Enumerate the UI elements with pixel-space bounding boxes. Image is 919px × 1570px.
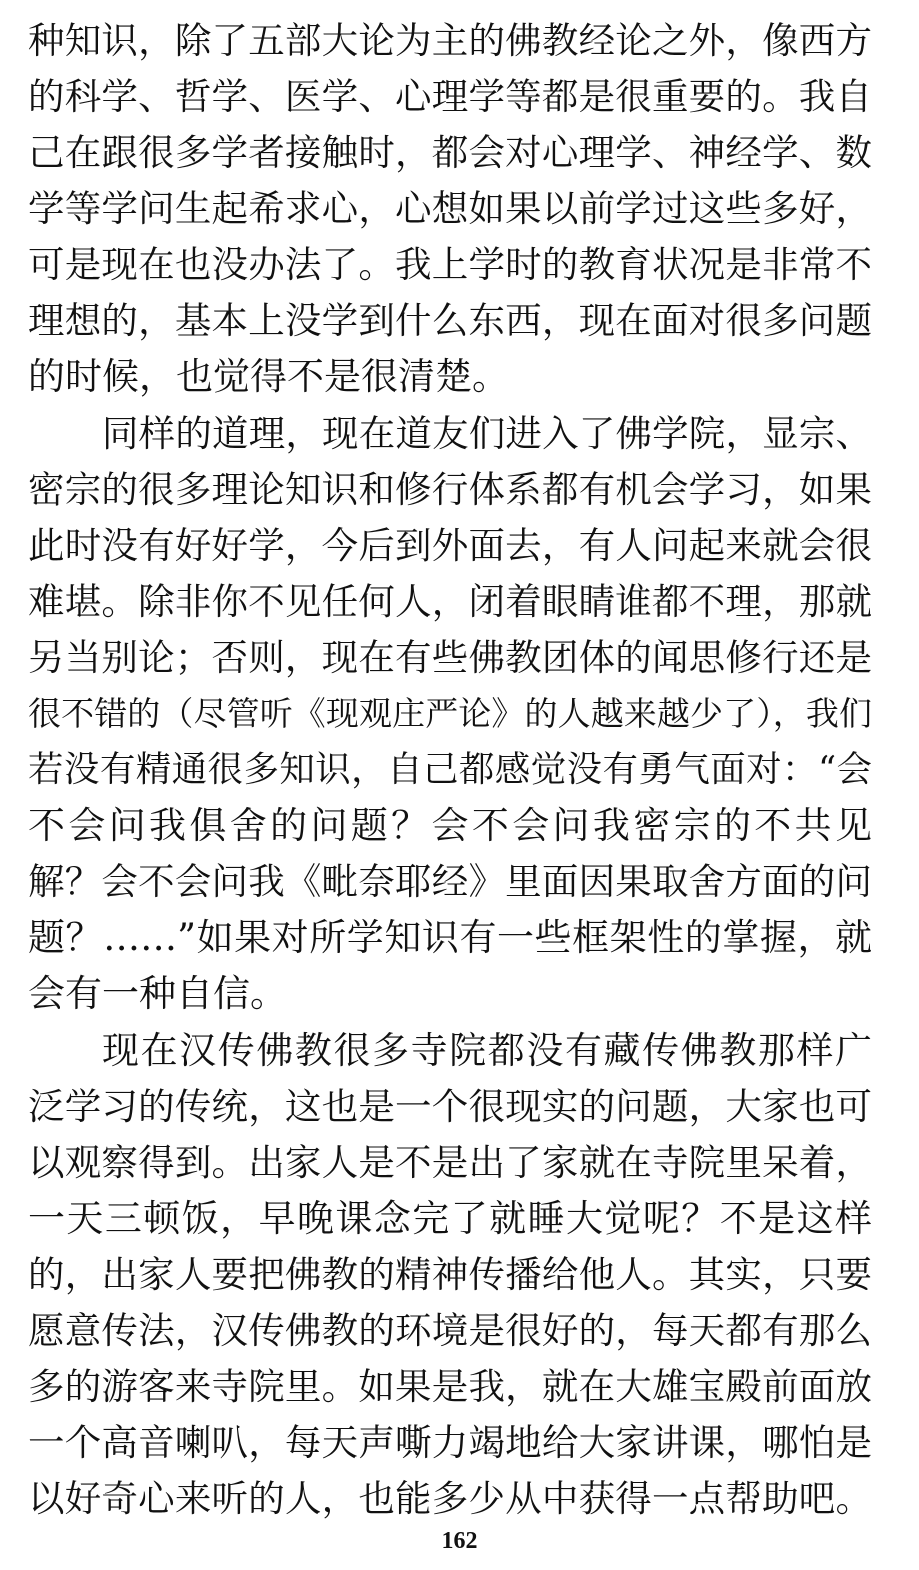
text-line: 学等学问生起希求心，心想如果以前学过这些多好， [28, 187, 872, 230]
text-line: 愿意传法，汉传佛教的环境是很好的，每天都有那么 [28, 1309, 872, 1352]
text-line: 的科学、哲学、医学、心理学等都是很重要的。我自 [28, 75, 872, 118]
paragraph-first-line: 现在汉传佛教很多寺院都没有藏传佛教那样广 [102, 1029, 872, 1072]
text-line: 可是现在也没办法了。我上学时的教育状况是非常不 [28, 243, 872, 286]
text-line: 会有一种自信。 [28, 972, 287, 1015]
text-line: 难堪。除非你不见任何人，闭着眼睛谁都不理，那就 [28, 580, 872, 623]
text-line: 密宗的很多理论知识和修行体系都有机会学习，如果 [28, 468, 872, 511]
text-line: 泛学习的传统，这也是一个很现实的问题，大家也可 [28, 1085, 872, 1128]
text-line: 多的游客来寺院里。如果是我，就在大雄宝殿前面放 [28, 1365, 872, 1408]
text-line: 理想的，基本上没学到什么东西，现在面对很多问题 [28, 299, 872, 342]
text-line: 若没有精通很多知识，自己都感觉没有勇气面对：“会 [28, 749, 872, 790]
text-line: 的，出家人要把佛教的精神传播给他人。其实，只要 [28, 1253, 872, 1296]
text-line: 以观察得到。出家人是不是出了家就在寺院里呆着， [28, 1141, 872, 1184]
text-line: 以好奇心来听的人，也能多少从中获得一点帮助吧。 [28, 1477, 872, 1520]
text-line: 一天三顿饭，早晚课念完了就睡大觉呢？不是这样 [28, 1197, 872, 1240]
text-line: 不会问我俱舍的问题？会不会问我密宗的不共见 [28, 804, 872, 847]
text-line: 种知识，除了五部大论为主的佛教经论之外，像西方 [28, 19, 872, 62]
text-line: 另当别论；否则，现在有些佛教团体的闻思修行还是 [28, 636, 872, 679]
text-line: 题？……”如果对所学知识有一些框架性的掌握，就 [28, 916, 872, 959]
text-line: 一个高音喇叭，每天声嘶力竭地给大家讲课，哪怕是 [28, 1421, 872, 1464]
text-line: 很不错的（尽管听《现观庄严论》的人越来越少了），我们 [28, 694, 872, 733]
text-line: 解？会不会问我《毗奈耶经》里面因果取舍方面的问 [28, 860, 872, 903]
page-number: 162 [441, 1528, 478, 1554]
text-line: 此时没有好好学，今后到外面去，有人问起来就会很 [28, 524, 872, 567]
text-line: 的时候，也觉得不是很清楚。 [28, 355, 509, 398]
text-line: 己在跟很多学者接触时，都会对心理学、神经学、数 [28, 131, 872, 174]
paragraph-first-line: 同样的道理，现在道友们进入了佛学院，显宗、 [102, 412, 872, 455]
